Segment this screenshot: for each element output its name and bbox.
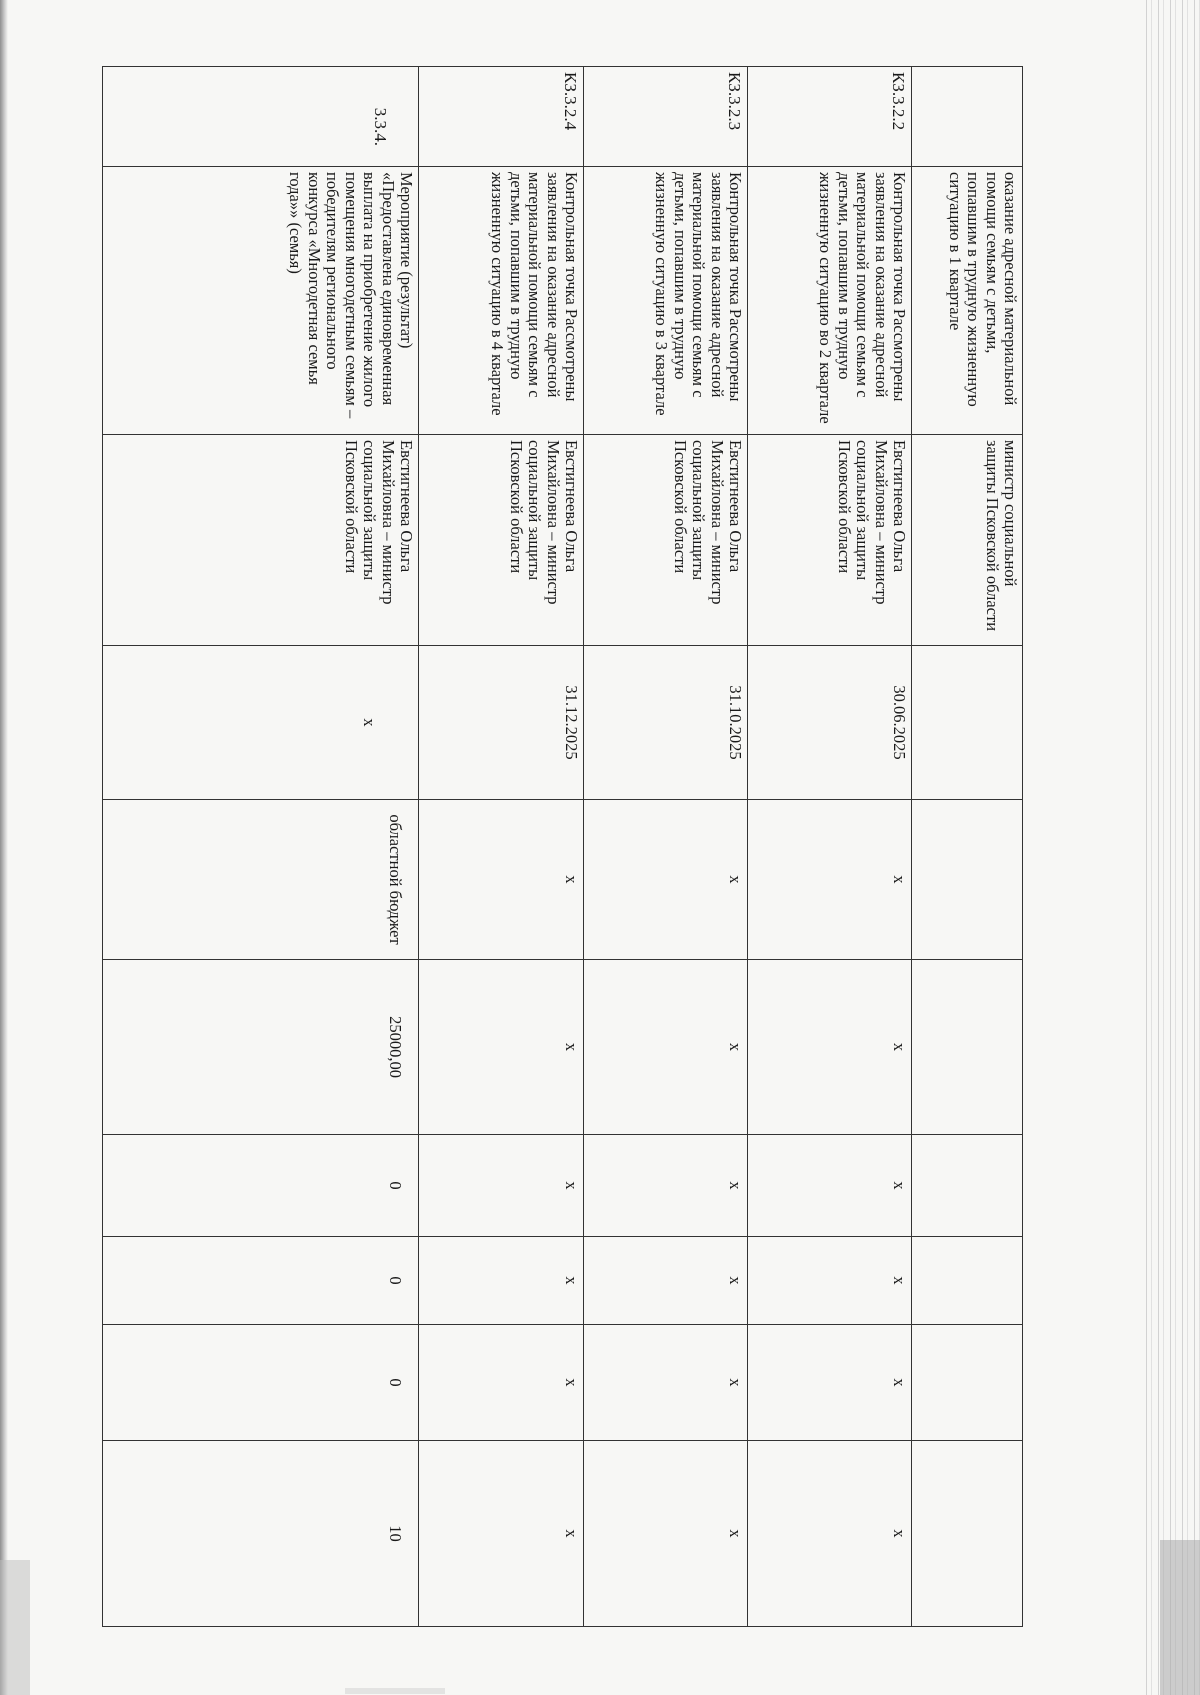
scan-blot-left (0, 1560, 30, 1695)
row-date: 31.12.2025 (419, 646, 584, 800)
row-value-2: х (748, 1135, 912, 1237)
row-code: КЗ.3.2.2 (748, 67, 912, 167)
scan-edge-left (0, 0, 8, 1695)
row-value-4: х (748, 1325, 912, 1441)
table-row (912, 67, 1023, 1627)
row-value-4: 0 (103, 1325, 419, 1441)
row-source (912, 800, 1023, 960)
row-name: Контрольная точка Рассмотрены заявления на оказание адресной материальной помощи семьям с детьми, попавшим в трудную жизненную ситуацию во 2 квартале (748, 167, 912, 435)
row-value-2: х (419, 1135, 584, 1237)
row-code: КЗ.3.2.3 (584, 67, 748, 167)
row-name: Контрольная точка Рассмотрены заявления на оказание адресной материальной помощи семьям с детьми, попавшим в трудную жизненную ситуацию в 3 квартале (584, 167, 748, 435)
row-name: оказание адресной материальной помощи семьям с детьми, попавшим в трудную жизненную ситуацию в 1 квартале (912, 167, 1023, 435)
row-responsible: Евстигнеева Ольга Михайловна – министр социальной защиты Псковской области (748, 435, 912, 646)
rotated-table-wrapper (103, 66, 1023, 1626)
row-name: Контрольная точка Рассмотрены заявления на оказание адресной материальной помощи семьям с детьми, попавшим в трудную жизненную ситуацию в 4 квартале (419, 167, 584, 435)
row-date: 31.10.2025 (584, 646, 748, 800)
row-value-1 (912, 960, 1023, 1135)
row-code (912, 67, 1023, 167)
row-value-3: х (584, 1237, 748, 1325)
row-value-5: х (584, 1441, 748, 1627)
row-value-1: х (748, 960, 912, 1135)
row-responsible: Евстигнеева Ольга Михайловна – министр социальной защиты Псковской области (103, 435, 419, 646)
row-source: х (419, 800, 584, 960)
row-value-4 (912, 1325, 1023, 1441)
row-value-3: х (748, 1237, 912, 1325)
row-date (912, 646, 1023, 800)
row-value-4: х (584, 1325, 748, 1441)
row-value-3: 0 (103, 1237, 419, 1325)
scan-edge-right (1140, 0, 1200, 1695)
row-value-2: 0 (103, 1135, 419, 1237)
table-row (103, 67, 419, 1627)
row-date: 30.06.2025 (748, 646, 912, 800)
row-value-2 (912, 1135, 1023, 1237)
row-value-5: 10 (103, 1441, 419, 1627)
row-value-3 (912, 1237, 1023, 1325)
row-value-3: х (419, 1237, 584, 1325)
row-date: х (103, 646, 419, 800)
row-source: х (584, 800, 748, 960)
scan-blot-right (1160, 1540, 1200, 1695)
row-value-5 (912, 1441, 1023, 1627)
table-row (419, 67, 584, 1627)
row-value-5: х (748, 1441, 912, 1627)
row-code: 3.3.4. (103, 67, 419, 167)
row-value-2: х (584, 1135, 748, 1237)
row-value-4: х (419, 1325, 584, 1441)
row-name: Мероприятие (результат) «Предоставлена единовременная выплата на приобретение жилого помещения многодетным семьям – победителям регионального конкурса «Многодетная семья года»» (семья) (103, 167, 419, 435)
row-source: областной бюджет (103, 800, 419, 960)
table-row (584, 67, 748, 1627)
row-responsible: министр социальной защиты Псковской области (912, 435, 1023, 646)
row-code: КЗ.3.2.4 (419, 67, 584, 167)
table-row (748, 67, 912, 1627)
row-responsible: Евстигнеева Ольга Михайловна – министр социальной защиты Псковской области (419, 435, 584, 646)
row-value-5: х (419, 1441, 584, 1627)
activity-plan-table (102, 66, 1023, 1627)
row-value-1: 25000,00 (103, 960, 419, 1135)
row-source: х (748, 800, 912, 960)
row-value-1: х (419, 960, 584, 1135)
row-responsible: Евстигнеева Ольга Михайловна – министр социальной защиты Псковской области (584, 435, 748, 646)
scan-smudge (345, 1688, 445, 1694)
row-value-1: х (584, 960, 748, 1135)
